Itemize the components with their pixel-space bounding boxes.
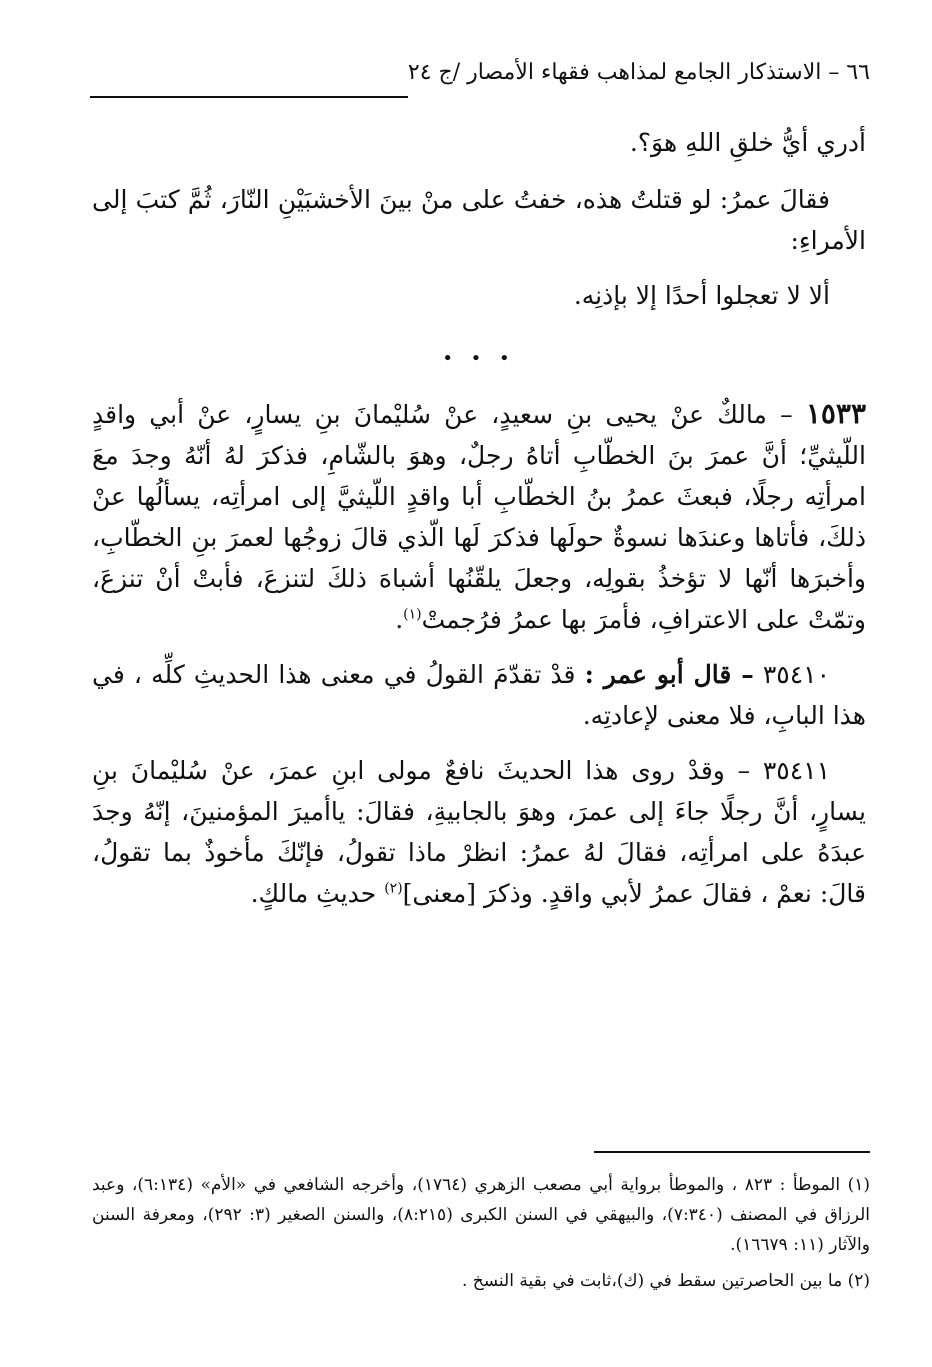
footnote-marker-1: (١) [403,606,422,623]
paragraph-35411 [92,750,866,914]
header-rule [90,96,408,98]
paragraph-lead: – قال أبو عمر : [584,660,754,689]
section-separator: • • • [442,348,516,369]
verse-end-line: أدري أيُّ خلقِ اللهِ هوَ؟. [629,128,866,157]
paragraph-35410 [92,654,866,736]
hadith-1533-paragraph [92,393,866,640]
footnote-separator-rule [594,1151,870,1153]
main-text [92,122,866,928]
footnote-1: (١) الموطأ : ٨٢٣ ، والموطأ برواية أبي مصعب الزهري (١٧٦٤)، وأخرجه الشافعي في «الأم» (٦:١٣٤)، وعبد الرزاق في المصنف (٧:٣٤٠)، والبيهقي في السنن الكبرى (٨:٢١٥)، والسنن الصغير (٣: ٢٩٢)، ومعرفة السنن والآثار (١١: ١٦٦٧٩). [92,1175,871,1255]
footnote-marker-2: (٢) [384,880,403,897]
running-title: ٦٦ – الاستذكار الجامع لمذاهب فقهاء الأمصار /ج ٢٤ [407,60,870,85]
umar-statement-paragraph: فقالَ عمرُ: لو قتلتُ هذه، خفتُ على منْ بينَ الأخشبَيْنِ النّارَ، ثُمَّ كتبَ إلى الأمراءِ: [92,185,866,255]
paragraph-text: – وقدْ روى هذا الحديثَ نافعٌ مولى ابنِ عمرَ، عنْ سُليْمانَ بنِ يسارٍ، أنَّ رجلًا جاءَ إلى عمرَ، وهوَ بالجابيةِ، فقالَ: ياأميرَ المؤمنينَ، إنّهُ وجدَ عبدَهُ على امرأتِه، فقالَ لهُ عمرُ: انظرْ ماذا تقولُ، فإنّكَ مأخوذٌ بما تقولُ، قالَ: نعمْ ، فقالَ عمرُ لأبي واقدٍ. وذكرَ [معنى] [92,756,866,908]
footnotes [92,1170,870,1296]
page-header [90,58,870,98]
no-haste-line: ألا لا تعجلوا أحدًا إلا بإذنِه. [573,281,830,310]
hadith-text: – مالكٌ عنْ يحيى بنِ سعيدٍ، عنْ سُليْمانَ بنِ يسارٍ، عنْ أبي واقدٍ اللّيثيِّ؛ أنَّ عمرَ بنَ الخطّابِ أتاهُ رجلٌ، وهوَ بالشّامِ، فذكرَ لهُ أنّهُ وجدَ معَ امرأتِه رجلًا، فبعثَ عمرُ بنُ الخطّابِ أبا واقدٍ اللّيثيَّ إلى امرأتِه، يسألُها عنْ ذلكَ، فأتاها وعندَها نسوةٌ حولَها فذكرَ لَها الّذي قالَ زوجُها لعمرَ بنِ الخطّابِ، وأخبرَها أنّها لا تؤخذُ بقولِه، وجعلَ يلقّنُها أشباهَ ذلكَ لتنزعَ، فأبتْ أنْ تنزعَ، وتمّتْ على الاعترافِ، فأمرَ بها عمرُ فرُجمتْ [92,400,866,634]
footnote-2: (٢) ما بين الحاصرتين سقط في (ك)،ثابت في بقية النسخ . [461,1271,870,1291]
paragraph-text: قدْ تقدّمَ القولُ في معنى هذا الحديثِ كلِّه ، في هذا البابِ، فلا معنى لإعادتِه. [92,660,866,730]
hadith-end: . [395,605,404,634]
hadith-number: ١٥٣٣ [805,397,866,430]
paragraph-number: ٣٥٤١١ [762,756,831,785]
paragraph-number: ٣٥٤١٠ [762,660,831,689]
paragraph-end: حديثِ مالكٍ. [250,879,377,908]
